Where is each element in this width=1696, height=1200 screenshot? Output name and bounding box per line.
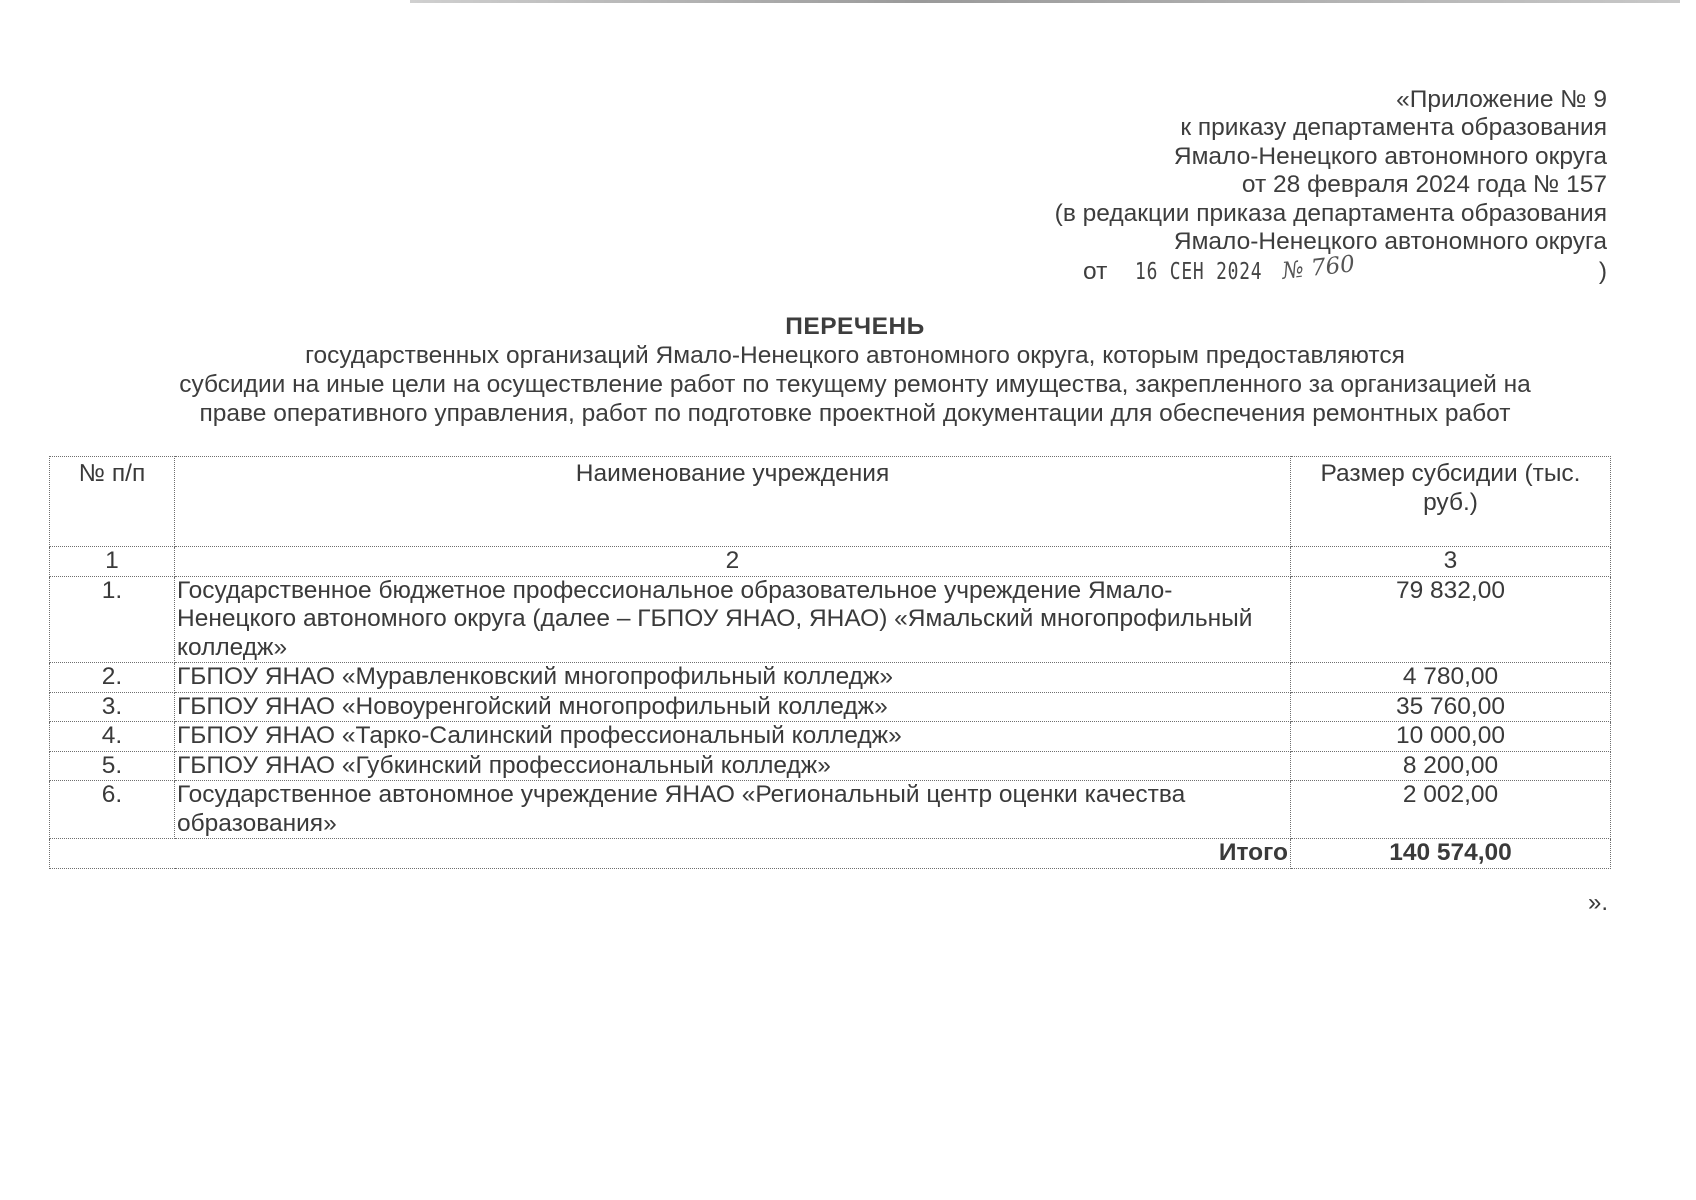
row-number: 3. xyxy=(50,692,175,722)
appendix-line: от 28 февраля 2024 года № 157 xyxy=(1241,171,1607,199)
total-amount: 140 574,00 xyxy=(1291,839,1611,869)
heading-line: государственных организаций Ямало-Ненецкого автономного округа, которым предоставляются xyxy=(305,342,1405,369)
table-row xyxy=(50,576,1611,663)
institution-name: ГБПОУ ЯНАО «Губкинский профессиональный колледж» xyxy=(175,751,1291,781)
appendix-line: Ямало-Ненецкого автономного округа xyxy=(1173,228,1607,256)
amendment-date-line xyxy=(1007,251,1607,286)
header-cell-number: № п/п xyxy=(50,457,175,547)
total-label: Итого xyxy=(175,839,1291,869)
institution-name: Государственное бюджетное профессиональное образовательное учреждение Ямало-Ненецкого автономного округа (далее – ГБПОУ ЯНАО, ЯНАО) «Ямальский многопрофильный колледж» xyxy=(175,576,1291,663)
table-row xyxy=(50,663,1611,693)
column-number-row xyxy=(50,547,1611,577)
handwritten-order-number: № 760 xyxy=(1280,251,1357,286)
appendix-line: (в редакции приказа департамента образования xyxy=(1054,199,1607,227)
row-number: 6. xyxy=(50,781,175,839)
appendix-line: «Приложение № 9 xyxy=(1396,86,1607,113)
document-heading xyxy=(0,312,1696,428)
scan-edge-artifact xyxy=(410,0,1680,3)
document-title: ПЕРЕЧЕНЬ xyxy=(785,313,925,340)
appendix-line: к приказу департамента образования xyxy=(1180,114,1607,142)
closing-paren: ) xyxy=(1598,258,1607,286)
heading-line: субсидии на иные цели на осуществление работ по текущему ремонту имущества, закрепленного за организацией на xyxy=(179,371,1531,398)
subsidy-amount: 8 200,00 xyxy=(1291,751,1611,781)
row-number: 4. xyxy=(50,722,175,752)
column-number: 3 xyxy=(1291,547,1611,577)
heading-line: праве оперативного управления, работ по подготовке проектной документации для обеспечения ремонтных работ xyxy=(199,400,1511,427)
total-blank-cell xyxy=(50,839,175,869)
table-row xyxy=(50,781,1611,839)
appendix-header xyxy=(1007,86,1607,284)
row-number: 1. xyxy=(50,576,175,663)
table-header-row xyxy=(50,457,1611,547)
institution-name: ГБПОУ ЯНАО «Муравленковский многопрофильный колледж» xyxy=(175,663,1291,693)
subsidy-amount: 35 760,00 xyxy=(1291,692,1611,722)
header-cell-name: Наименование учреждения xyxy=(175,457,1291,547)
appendix-line: Ямало-Ненецкого автономного округа xyxy=(1173,142,1607,170)
institution-name: ГБПОУ ЯНАО «Новоуренгойский многопрофильный колледж» xyxy=(175,692,1291,722)
date-prefix: от xyxy=(1083,258,1108,286)
subsidy-amount: 4 780,00 xyxy=(1291,663,1611,693)
closing-quote: ». xyxy=(1587,889,1608,916)
table-row xyxy=(50,751,1611,781)
row-number: 2. xyxy=(50,663,175,693)
table-row xyxy=(50,722,1611,752)
column-number: 2 xyxy=(175,547,1291,577)
total-row xyxy=(50,839,1611,869)
subsidy-table xyxy=(49,456,1611,869)
institution-name: Государственное автономное учреждение ЯНАО «Региональный центр оценки качества образования» xyxy=(175,781,1291,839)
subsidy-amount: 10 000,00 xyxy=(1291,722,1611,752)
date-stamp: 16 СЕН 2024 xyxy=(1135,259,1263,286)
column-number: 1 xyxy=(50,547,175,577)
institution-name: ГБПОУ ЯНАО «Тарко-Салинский профессиональный колледж» xyxy=(175,722,1291,752)
header-cell-amount: Размер субсидии (тыс. руб.) xyxy=(1291,457,1611,547)
table-row xyxy=(50,692,1611,722)
subsidy-amount: 79 832,00 xyxy=(1291,576,1611,663)
row-number: 5. xyxy=(50,751,175,781)
subsidy-amount: 2 002,00 xyxy=(1291,781,1611,839)
